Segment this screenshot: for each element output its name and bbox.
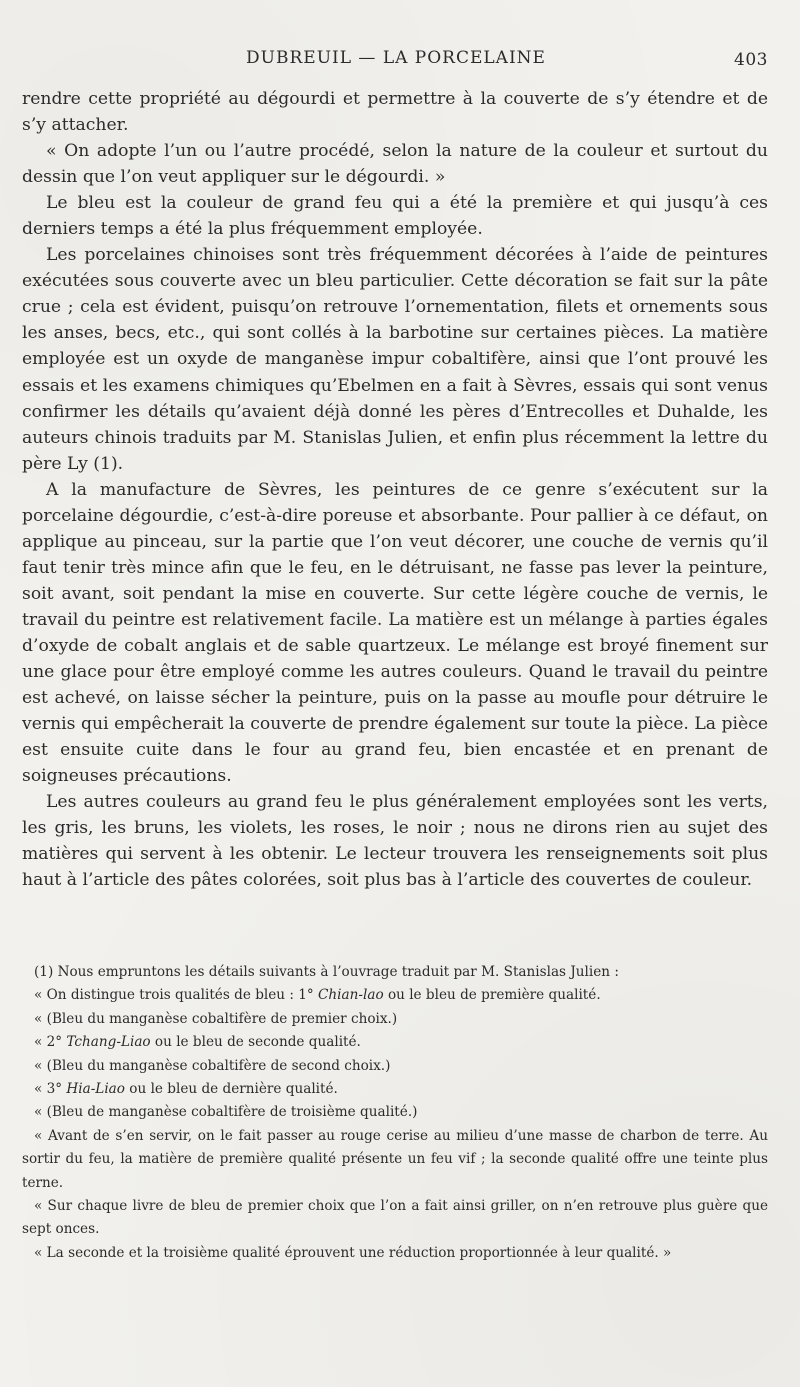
footnote-text: « 2° xyxy=(34,1034,67,1051)
footnote-text: ou le bleu de première qualité. xyxy=(383,987,601,1004)
paragraph: Les porcelaines chinoises sont très fréquemment décorées à l’aide de peintures exécutées sous couverte avec un bleu particulier. Cette décoration se fait sur la pâte crue ; cela est évident, puisqu’on retrouve l’ornementation, filets et ornements sous les anses, becs, etc., qui sont collés à la barbotine sur certaines pièces. La matière employée est un oxyde de manganèse impur cobaltifère, ainsi que l’ont prouvé les essais et les examens chimiques qu’Ebelmen en a fait à Sèvres, essais qui sont venus confirmer les détails qu’avaient déjà donné les pères d’Entrecolles et Duhalde, les auteurs chinois traduits par M. Stanislas Julien, et enfin plus récemment la lettre du père Ly (1). xyxy=(22,245,768,474)
footnote-line: « Avant de s’en servir, on le fait passer au rouge cerise au milieu d’une masse de charbon de terre. Au sortir du feu, la matière de première qualité présente un feu vif ; la seconde qualité offre une teinte plus terne. xyxy=(22,1127,768,1191)
footnote-text: « 3° xyxy=(34,1081,67,1098)
footnote-line: « (Bleu du manganèse cobaltifère de second choix.) xyxy=(34,1057,391,1074)
paragraph: « On adopte l’un ou l’autre procédé, selon la nature de la couleur et surtout du dessin que l’on veut appliquer sur le dégourdi. » xyxy=(22,141,768,188)
footnote-line: « (Bleu de manganèse cobaltifère de troisième qualité.) xyxy=(34,1104,418,1121)
running-title: DUBREUIL — LA PORCELAINE xyxy=(246,48,546,68)
footnote-term: Tchang-Liao xyxy=(66,1034,151,1051)
footnote-line: « La seconde et la troisième qualité éprouvent une réduction proportionnée à leur qualité. » xyxy=(34,1244,672,1261)
paragraph: rendre cette propriété au dégourdi et permettre à la couverte de s’y étendre et de s’y attacher. xyxy=(22,89,768,136)
running-header xyxy=(24,48,768,70)
footnote-text: ou le bleu de seconde qualité. xyxy=(150,1034,361,1051)
footnote-text: « On distingue trois qualités de bleu : 1° xyxy=(34,987,319,1004)
footnote-line xyxy=(22,1078,768,1101)
paragraph: A la manufacture de Sèvres, les peintures de ce genre s’exécutent sur la porcelaine dégourdie, c’est-à-dire poreuse et absorbante. Pour pallier à ce défaut, on applique au pinceau, sur la partie que l’on veut décorer, une couche de vernis qu’il faut tenir très mince afin que le feu, en le détruisant, ne fasse pas lever la peinture, soit avant, soit pendant la mise en couverte. Sur cette légère couche de vernis, le travail du peintre est relativement facile. La matière est un mélange à parties égales d’oxyde de cobalt anglais et de sable quartzeux. Le mélange est broyé finement sur une glace pour être employé comme les autres couleurs. Quand le travail du peintre est achevé, on laisse sécher la peinture, puis on la passe au moufle pour détruire le vernis qui empêcherait la couverte de prendre également sur toute la pièce. La pièce est ensuite cuite dans le four au grand feu, bien encastée et en prenant de soigneuses précautions. xyxy=(22,479,768,787)
footnotes xyxy=(22,961,768,1265)
footnote-term: Hia-Liao xyxy=(66,1081,125,1098)
footnote-line xyxy=(22,1031,768,1054)
footnote-line: « Sur chaque livre de bleu de premier choix que l’on a fait ainsi griller, on n’en retrouve plus guère que sept onces. xyxy=(22,1198,768,1238)
paragraph: Les autres couleurs au grand feu le plus généralement employées sont les verts, les gris, les bruns, les violets, les roses, le noir ; nous ne dirons rien au sujet des matières qui servent à les obtenir. Le lecteur trouvera les renseignements soit plus haut à l’article des pâtes colorées, soit plus bas à l’article des couvertes de couleur. xyxy=(22,792,768,891)
footnote-line: « (Bleu du manganèse cobaltifère de premier choix.) xyxy=(34,1010,398,1027)
page-number: 403 xyxy=(734,50,768,70)
main-text xyxy=(22,86,768,893)
footnote-term: Chian-lao xyxy=(318,987,384,1004)
footnote-text: ou le bleu de dernière qualité. xyxy=(124,1081,338,1098)
footnote-line: (1) Nous empruntons les détails suivants à l’ouvrage traduit par M. Stanislas Julien : xyxy=(34,964,619,980)
paragraph: Le bleu est la couleur de grand feu qui a été la première et qui jusqu’à ces derniers temps a été la plus fréquemment employée. xyxy=(22,193,768,240)
footnote-line xyxy=(22,984,768,1007)
